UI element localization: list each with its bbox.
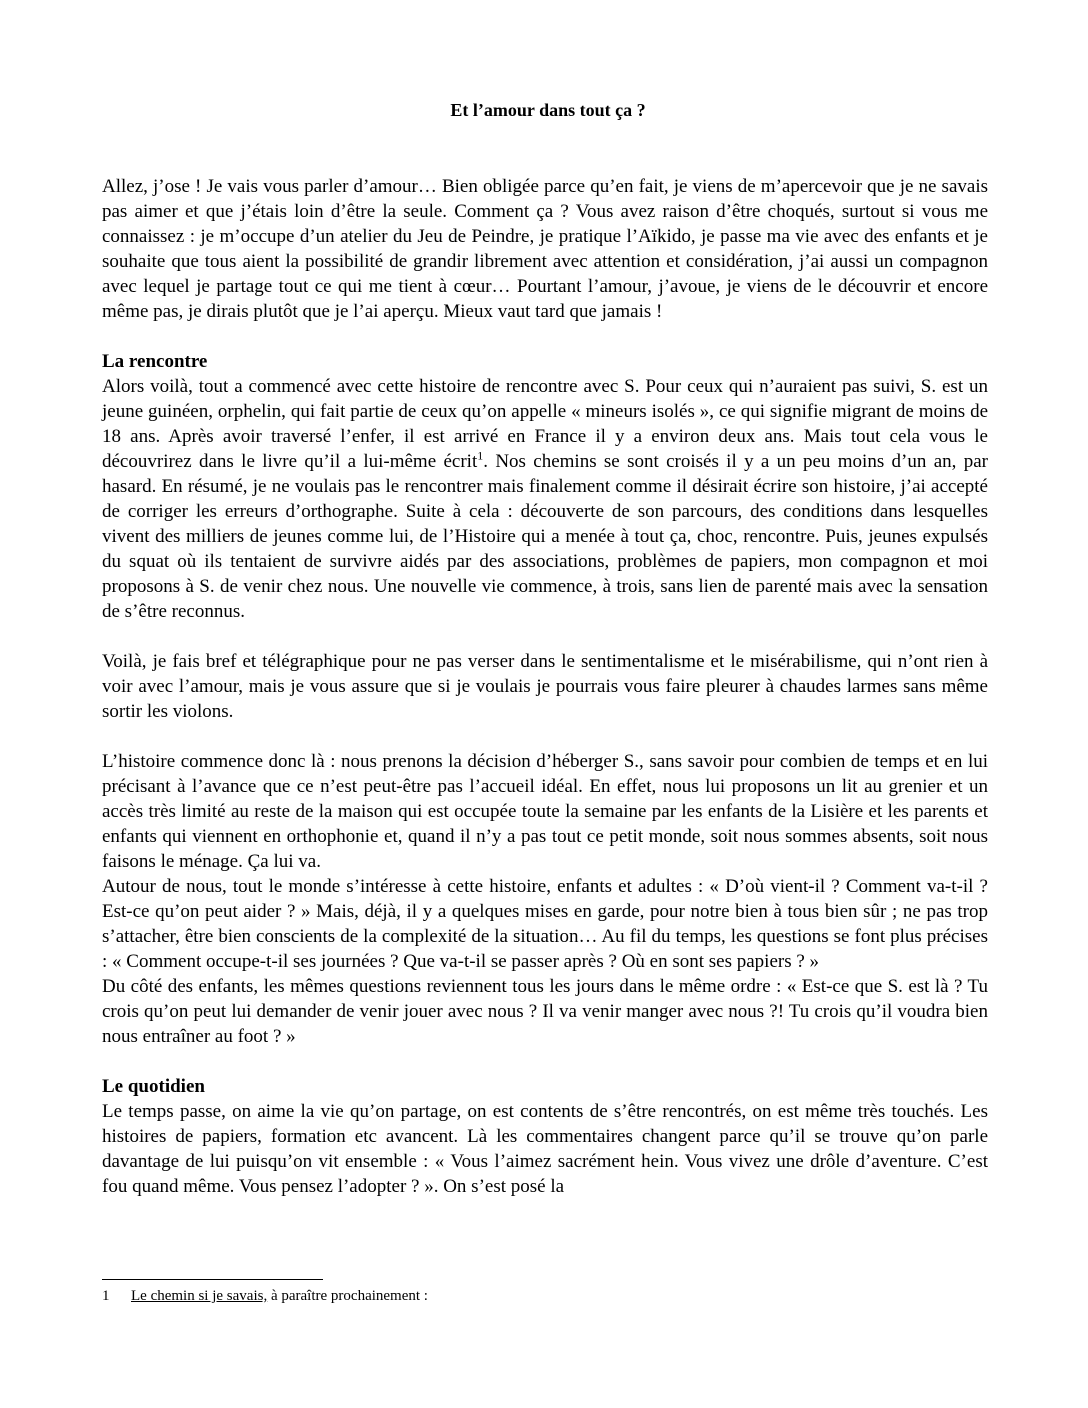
footnote-book-link[interactable]: Le chemin si je savais, — [131, 1288, 268, 1304]
document-title: Et l’amour dans tout ça ? — [450, 100, 646, 120]
document-page — [102, 98, 988, 1199]
rencontre-paragraph-5: Du côté des enfants, les mêmes questions reviennent tous les jours dans le même ordre : « Est-ce que S. est là ? Tu crois qu’on peut lui demander de venir jouer avec nous ? Il va venir manger avec nous ?! Tu crois qu’il voudra bien nous entraîner au foot ? » — [102, 976, 988, 1047]
paragraph-text: . Nos chemins se sont croisés il y a un peu moins d’un an, par hasard. En résumé, je ne voulais pas le rencontrer mais finalement comme il désirait écrire son histoire, j’ai accepté de corriger les erreurs d’orthographe. Suite à cela : découverte de son parcours, des conditions dans lesquelles vivent des milliers de jeunes comme lui, de l’Histoire qui a menée à tout ça, choc, rencontre. Puis, jeunes expulsés du squat où ils tentaient de survivre aidés par des associations, problèmes de papiers, mon compagnon et moi proposons à S. de venir chez nous. Une nouvelle vie commence, à trois, sans lien de parenté mais avec la sensation de s’être reconnus. — [102, 451, 988, 622]
paragraph-gap — [102, 324, 988, 349]
quotidien-paragraph-1: Le temps passe, on aime la vie qu’on partage, on est contents de s’être rencontrés, on est même très touchés. Les histoires de papiers, formation etc avancent. Là les commentaires changent parce qu’il se trouve qu’on parle davantage de lui puisqu’on vit ensemble : « Vous l’aimez sacrément hein. Vous vivez une drôle d’aventure. C’est fou quand même. Vous pensez l’adopter ? ». On s’est posé la — [102, 1101, 988, 1197]
rencontre-paragraph-1 — [102, 374, 988, 624]
rencontre-paragraph-4: Autour de nous, tout le monde s’intéresse à cette histoire, enfants et adultes : « D’où vient-il ? Comment va-t-il ? Est-ce qu’on peut aider ? » Mais, déjà, il y a quelques mises en garde, pour notre bien à tous bien sûr ; ne pas trop s’attacher, être bien conscients de la complexité de la situation… Au fil du temps, les questions se font plus précises : « Comment occupe-t-il ses journées ? Que va-t-il se passer après ? Où en sont ses papiers ? » — [102, 876, 988, 972]
paragraph-gap — [102, 624, 988, 649]
paragraph-gap — [102, 1049, 988, 1074]
intro-paragraph: Allez, j’ose ! Je vais vous parler d’amour… Bien obligée parce qu’en fait, je viens de m’apercevoir que je ne savais pas aimer et que j’étais loin d’être la seule. Comment ça ? Vous avez raison d’être choqués, surtout si vous me connaissez : je m’occupe d’un atelier du Jeu de Peindre, je pratique l’Aïkido, je passe ma vie avec des enfants et je souhaite que tous aient la possibilité de grandir librement avec attention et considération, j’ai aussi un compagnon avec lequel je partage tout ce qui me tient à cœur… Pourtant l’amour, j’avoue, je viens de le découvrir et encore même pas, je dirais plutôt que je l’ai aperçu. Mieux vaut tard que jamais ! — [102, 176, 988, 322]
footnote-number: 1 — [102, 1288, 110, 1304]
rencontre-paragraph-2: Voilà, je fais bref et télégraphique pour ne pas verser dans le sentimentalisme et le misérabilisme, qui n’ont rien à voir avec l’amour, mais je vous assure que si je voulais je pourrais vous faire pleurer à chaudes larmes sans même sortir les violons. — [102, 651, 988, 722]
footnote-separator — [102, 1279, 323, 1280]
footnote-reference[interactable]: 1 — [477, 448, 484, 463]
paragraph-gap — [102, 724, 988, 749]
footnote — [102, 1286, 428, 1306]
rencontre-paragraph-3: L’histoire commence donc là : nous prenons la décision d’héberger S., sans savoir pour combien de temps et en lui précisant à l’avance que ce n’est peut-être pas l’accueil idéal. En effet, nous lui proposons un lit au grenier et un accès très limité au reste de la maison qui est occupée toute la semaine par les enfants de la Lisière et les parents et enfants qui viennent en orthophonie et, quand il n’y a pas tout ce petit monde, soit nous sommes absents, soit nous faisons le ménage. Ça lui va. — [102, 751, 988, 872]
section-heading-quotidien: Le quotidien — [102, 1076, 205, 1097]
section-heading-rencontre: La rencontre — [102, 351, 208, 372]
footnote-text: à paraître prochainement : — [267, 1288, 428, 1304]
paragraph-text: Alors voilà, tout a commencé avec cette histoire de rencontre avec S. Pour ceux qui n’auraient pas suivi, S. est un jeune guinéen, orphelin, qui fait partie de ceux qu’on appelle « mineurs isolés », ce qui signifie migrant de moins de 18 ans. Après avoir traversé l’enfer, il est arrivé en France il y a environ deux ans. Mais tout cela vous le découvrirez dans le livre qu’il a lui-même écrit — [102, 376, 988, 472]
